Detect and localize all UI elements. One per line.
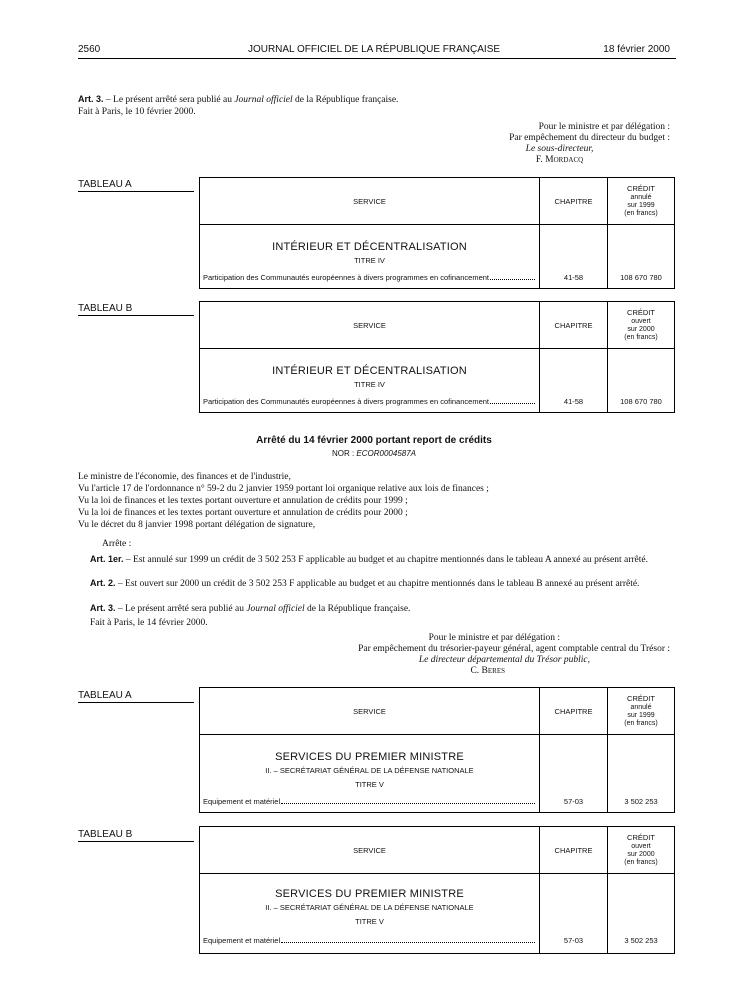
chapitre-cell: 57-03 bbox=[540, 874, 608, 954]
header-chapitre: CHAPITRE bbox=[540, 302, 608, 348]
service-cell bbox=[200, 735, 540, 813]
table-header bbox=[200, 688, 674, 735]
amount-cell: 108 670 780 bbox=[620, 397, 662, 406]
table-header bbox=[200, 178, 674, 225]
header-service: SERVICE bbox=[200, 178, 540, 224]
signature-place-date: Fait à Paris, le 10 février 2000. bbox=[78, 107, 196, 117]
article-1 bbox=[78, 553, 678, 566]
service-cell bbox=[200, 349, 540, 413]
header-chapitre: CHAPITRE bbox=[540, 178, 608, 224]
preamble-line: Vu le décret du 8 janvier 1998 portant délégation de signature, bbox=[78, 520, 316, 530]
service-cell bbox=[200, 225, 540, 289]
table-row bbox=[200, 225, 674, 289]
article-text: – Est ouvert sur 2000 un crédit de 3 502 253 F applicable au budget et au chapitre mentionnés dans le tableau B annexé au présent arrêté. bbox=[115, 579, 640, 589]
amount-cell: 3 502 253 bbox=[624, 936, 658, 945]
article-text: – Le présent arrêté sera publié au bbox=[115, 604, 247, 614]
section-heading: II. – SECRÉTARIAT GÉNÉRAL DE LA DÉFENSE NATIONALE bbox=[265, 766, 474, 775]
article-label: Art. 1er. bbox=[90, 554, 124, 564]
signature-line: Par empêchement du directeur du budget : bbox=[509, 133, 670, 143]
article-text: de la République française. bbox=[292, 95, 399, 105]
header-credit: CRÉDIT ouvert sur 2000 (en francs) bbox=[624, 307, 658, 341]
signature-line: Par empêchement du trésorier-payeur général, agent comptable central du Trésor : bbox=[358, 644, 670, 654]
table-header bbox=[200, 302, 674, 349]
signature-block bbox=[509, 122, 670, 166]
section-heading: II. – SECRÉTARIAT GÉNÉRAL DE LA DÉFENSE NATIONALE bbox=[265, 903, 474, 912]
service-line: Equipement et matériel bbox=[203, 797, 536, 806]
signatory-name: F. Mordacq bbox=[535, 155, 584, 165]
signature-line: Pour le ministre et par délégation : bbox=[428, 633, 560, 643]
chapitre-cell: 57-03 bbox=[540, 735, 608, 813]
header-chapitre: CHAPITRE bbox=[540, 688, 608, 734]
titre-heading: TITRE V bbox=[355, 917, 384, 926]
table-a-label: TABLEAU A bbox=[78, 179, 194, 192]
titre-heading: TITRE IV bbox=[354, 256, 385, 265]
table-b-label: TABLEAU B bbox=[78, 303, 194, 316]
arrete-heading: Arrête : bbox=[102, 539, 132, 549]
nor-reference: NOR : ECOR0004587A bbox=[331, 449, 417, 458]
service-line: Equipement et matériel bbox=[203, 936, 536, 945]
chapitre-cell: 41-58 bbox=[540, 349, 608, 413]
table-row bbox=[200, 735, 674, 813]
article-text: – Est annulé sur 1999 un crédit de 3 502 253 F applicable au budget et au chapitre mentionnés dans le tableau A annexé au présent arrêté. bbox=[123, 555, 648, 565]
header-service: SERVICE bbox=[200, 827, 540, 873]
signatory-title: Le directeur départemental du Trésor public, bbox=[418, 655, 590, 665]
table-row bbox=[200, 874, 674, 954]
service-line: Participation des Communautés européennes à divers programmes en cofinancement bbox=[203, 273, 536, 282]
header-chapitre: CHAPITRE bbox=[540, 827, 608, 873]
table-header bbox=[200, 827, 674, 874]
preamble-line: Le ministre de l'économie, des finances et de l'industrie, bbox=[78, 472, 291, 482]
amount-cell: 3 502 253 bbox=[624, 797, 658, 806]
article-text: – Le présent arrêté sera publié au bbox=[103, 95, 235, 105]
signature-block bbox=[358, 633, 670, 677]
preamble-line: Vu l'article 17 de l'ordonnance n° 59-2 du 2 janvier 1959 portant loi organique relative aux lois de finances ; bbox=[78, 484, 489, 494]
service-cell bbox=[200, 874, 540, 954]
article-text: de la République française. bbox=[304, 604, 411, 614]
amount-cell: 108 670 780 bbox=[620, 273, 662, 282]
nor-code: ECOR0004587A bbox=[356, 449, 417, 458]
issue-date: 18 février 2000 bbox=[603, 44, 670, 55]
ministry-heading: SERVICES DU PREMIER MINISTRE bbox=[275, 751, 464, 763]
table-b-label: TABLEAU B bbox=[78, 829, 194, 842]
journal-name: Journal officiel bbox=[234, 95, 293, 105]
page-number: 2560 bbox=[78, 44, 101, 55]
table-row bbox=[200, 349, 674, 413]
article-label: Art. 2. bbox=[90, 578, 116, 588]
table-a-label: TABLEAU A bbox=[78, 690, 194, 703]
header-rule bbox=[78, 58, 676, 59]
header-credit: CRÉDIT ouvert sur 2000 (en francs) bbox=[624, 832, 658, 866]
service-line: Participation des Communautés européennes à divers programmes en cofinancement bbox=[203, 397, 536, 406]
signatory-name: C. Beres bbox=[470, 666, 505, 676]
signature-place-date: Fait à Paris, le 14 février 2000. bbox=[90, 618, 208, 628]
preamble-line: Vu la loi de finances et les textes portant ouverture et annulation de crédits pour 1999 ; bbox=[78, 496, 408, 506]
preamble-line: Vu la loi de finances et les textes portant ouverture et annulation de crédits pour 2000 ; bbox=[78, 508, 408, 518]
titre-heading: TITRE V bbox=[355, 780, 384, 789]
ministry-heading: INTÉRIEUR ET DÉCENTRALISATION bbox=[272, 241, 467, 253]
article-label: Art. 3. bbox=[78, 94, 104, 104]
chapitre-cell: 41-58 bbox=[540, 225, 608, 289]
article-label: Art. 3. bbox=[90, 603, 116, 613]
signature-line: Pour le ministre et par délégation : bbox=[538, 122, 670, 132]
header-service: SERVICE bbox=[200, 302, 540, 348]
table-a bbox=[199, 177, 675, 289]
header-service: SERVICE bbox=[200, 688, 540, 734]
ministry-heading: INTÉRIEUR ET DÉCENTRALISATION bbox=[272, 365, 467, 377]
header-credit: CRÉDIT annulé sur 1999 (en francs) bbox=[624, 693, 658, 727]
header-credit: CRÉDIT annulé sur 1999 (en francs) bbox=[624, 183, 658, 217]
table-b bbox=[199, 301, 675, 413]
journal-title: JOURNAL OFFICIEL DE LA RÉPUBLIQUE FRANÇAISE bbox=[247, 44, 501, 55]
decree-title: Arrêté du 14 février 2000 portant report de crédits bbox=[256, 435, 492, 446]
ministry-heading: SERVICES DU PREMIER MINISTRE bbox=[275, 888, 464, 900]
article-3 bbox=[78, 93, 678, 106]
table-a bbox=[199, 687, 675, 813]
journal-name: Journal officiel bbox=[246, 604, 305, 614]
signatory-title: Le sous-directeur, bbox=[525, 144, 594, 154]
titre-heading: TITRE IV bbox=[354, 380, 385, 389]
article-2 bbox=[78, 577, 678, 590]
table-b bbox=[199, 826, 675, 954]
article-3 bbox=[78, 602, 678, 615]
